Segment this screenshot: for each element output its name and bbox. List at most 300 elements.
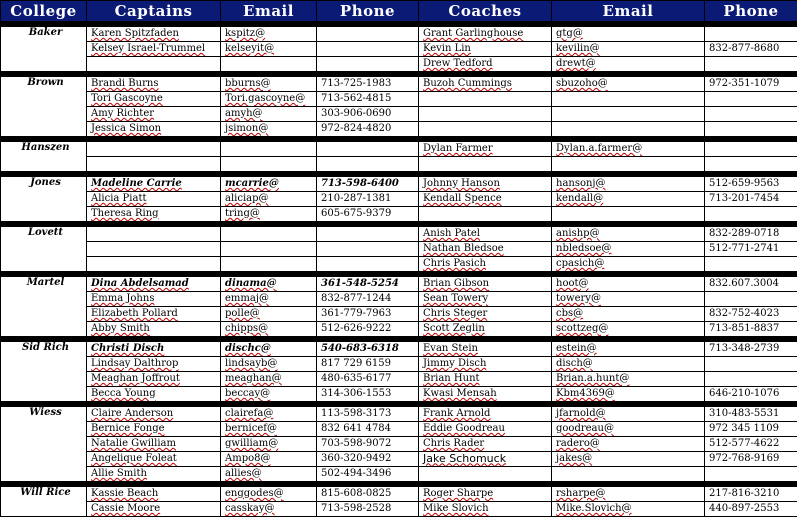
captain-email [221,157,317,172]
coach-email[interactable] [552,452,705,467]
coach-email[interactable] [552,422,705,437]
captain-email[interactable] [221,292,317,307]
coach-phone [705,502,797,517]
coach-name [419,342,552,357]
coach-name-text: Grant Garlinghouse [423,28,524,39]
coach-email[interactable] [552,27,705,42]
coach-name-text: Sean Towery [423,293,489,304]
coach-email[interactable] [552,502,705,517]
coach-email[interactable] [552,322,705,337]
captain-name-text: Allie Smith [91,468,147,479]
coach-phone-text: 217-816-3210 [709,488,780,499]
captain-phone [317,142,419,157]
captain-name-text: Alicia Piatt [91,193,147,204]
header-row [1,1,797,22]
captain-email[interactable] [221,92,317,107]
header-captains: Captains [87,1,221,22]
coach-phone [705,157,797,172]
captain-phone [317,372,419,387]
coach-email-text: scottzeg@ [556,323,609,334]
captain-name [87,107,221,122]
captain-name [87,422,221,437]
captain-phone-text: 817 729 6159 [321,358,391,369]
coach-email[interactable] [552,357,705,372]
captain-name [87,92,221,107]
coach-name-text: Brian Hunt [423,373,480,384]
captain-phone-text: 361-779-7963 [321,308,392,319]
captain-email-text: mcarrie@ [225,178,279,189]
captain-email[interactable] [221,502,317,517]
roster-body [1,22,797,517]
captain-email [221,257,317,272]
coach-email-text: Brian.a.hunt@ [556,373,630,384]
coach-email[interactable] [552,407,705,422]
coach-email-text: cbs@ [556,308,584,319]
table-row [1,387,797,402]
table-row [1,372,797,387]
captain-email[interactable] [221,407,317,422]
captain-phone-text: 832 641 4784 [321,423,391,434]
coach-phone [705,142,797,157]
captain-name [87,502,221,517]
captain-name-text: Tori Gascoyne [91,93,163,104]
captain-email-text: bernicef@ [225,423,277,434]
coach-phone-text: 832-752-4023 [709,308,780,319]
coach-name [419,57,552,72]
coach-name-text: Eddie Goodreau [423,423,505,434]
captain-name [87,292,221,307]
captain-phone-text: 540-683-6318 [321,343,399,354]
captain-phone-text: 972-824-4820 [321,123,392,134]
captain-name [87,342,221,357]
coach-phone-text: 646-210-1076 [709,388,780,399]
coach-phone [705,422,797,437]
captain-name [87,177,221,192]
captain-email[interactable] [221,122,317,137]
coach-name-text: Drew Tedford [423,58,493,69]
captain-name [87,467,221,482]
table-row [1,452,797,467]
coach-email[interactable] [552,387,705,402]
captain-phone-text: 713-562-4815 [321,93,392,104]
coach-email[interactable] [552,307,705,322]
coach-email-text: hansonj@ [556,178,606,189]
table-row [1,467,797,482]
captain-email [221,242,317,257]
coach-phone [705,27,797,42]
coach-phone [705,322,797,337]
coach-email-text: Dylan.a.farmer@ [556,143,643,154]
captain-name [87,207,221,222]
captain-name-text: Christi Disch [91,343,165,354]
coach-email[interactable] [552,292,705,307]
captain-email[interactable] [221,487,317,502]
captain-email-text: clairefa@ [225,408,274,419]
captain-email-text: jsimon@ [225,123,269,134]
captain-email-text: dinama@ [225,278,277,289]
coach-email-text: kendall@ [556,193,604,204]
header-coach-email: Email [552,1,705,22]
captain-email-text: meaghan@ [225,373,282,384]
coach-name-text: Kwasi Mensah [423,388,497,399]
table-row [1,177,797,192]
coach-email[interactable] [552,487,705,502]
coach-name-text: Frank Arnold [423,408,491,419]
table-row [1,277,797,292]
coach-email[interactable] [552,257,705,272]
captain-phone [317,27,419,42]
coach-name [419,387,552,402]
coach-name [419,242,552,257]
captain-phone-text: 210-287-1381 [321,193,392,204]
coach-email[interactable] [552,77,705,92]
coach-name [419,277,552,292]
coach-email-text: rsharpe@ [556,488,606,499]
captain-phone [317,77,419,92]
college-name: Lovett [1,227,87,272]
captain-email-text: amyh@ [225,108,263,119]
captain-email-text: lindsayb@ [225,358,278,369]
captain-email[interactable] [221,467,317,482]
captain-name [87,57,221,72]
captain-email[interactable] [221,207,317,222]
coach-phone [705,372,797,387]
coach-email[interactable] [552,372,705,387]
coach-email-text: disch@ [556,358,593,369]
captain-phone [317,107,419,122]
college-name: Hanszen [1,142,87,172]
table-row [1,92,797,107]
coach-name [419,407,552,422]
captain-name [87,452,221,467]
captain-name-text: Kassie Beach [91,488,159,499]
captain-email[interactable] [221,437,317,452]
coach-name [419,227,552,242]
table-row [1,502,797,517]
captain-email[interactable] [221,307,317,322]
captain-phone [317,322,419,337]
table-row [1,27,797,42]
coach-phone-text: 440-897-2553 [709,503,780,514]
coach-email[interactable] [552,57,705,72]
captain-name [87,387,221,402]
captain-email[interactable] [221,42,317,57]
captain-email[interactable] [221,357,317,372]
table-row [1,307,797,322]
coach-phone-text: 512-771-2741 [709,243,780,254]
captain-email-text: allies@ [225,468,262,479]
coach-phone [705,407,797,422]
captain-email[interactable] [221,277,317,292]
coach-phone [705,437,797,452]
coach-name [419,467,552,482]
coach-email [552,467,705,482]
coach-name [419,107,552,122]
captain-phone [317,292,419,307]
coach-name [419,207,552,222]
captain-phone-text: 815-608-0825 [321,488,392,499]
captain-phone-text: 360-320-9492 [321,453,392,464]
coach-name [419,92,552,107]
captain-name [87,227,221,242]
captain-phone [317,357,419,372]
coach-name [419,502,552,517]
table-row [1,437,797,452]
coach-email [552,207,705,222]
coach-name-text: Johnny Hanson [423,178,500,189]
table-row [1,322,797,337]
coach-email[interactable] [552,42,705,57]
coach-phone [705,452,797,467]
captain-email [221,142,317,157]
coach-phone [705,307,797,322]
captain-email-text: kelseyit@ [225,43,275,54]
header-college: College [1,1,87,22]
coach-phone [705,357,797,372]
captain-phone [317,192,419,207]
coach-name-text: Mike Slovich [423,503,489,514]
header-coaches: Coaches [419,1,552,22]
captain-email[interactable] [221,27,317,42]
captain-name-text: Meaghan Joffrout [91,373,180,384]
captain-email-text: Ampo8@ [225,453,271,464]
captain-email-text: Tori.gascoyne@ [225,93,306,104]
coach-phone-text: 832-289-0718 [709,228,780,239]
captain-name [87,257,221,272]
coach-email[interactable] [552,177,705,192]
captain-email-text: kspitz@ [225,28,266,39]
coach-name [419,42,552,57]
captain-name-text: Natalie Gwilliam [91,438,176,449]
table-row [1,357,797,372]
captain-name [87,77,221,92]
coach-phone [705,77,797,92]
coach-email[interactable] [552,342,705,357]
coach-phone [705,342,797,357]
captain-name [87,322,221,337]
captain-email[interactable] [221,387,317,402]
captain-name [87,307,221,322]
captain-email [221,57,317,72]
coach-email[interactable] [552,277,705,292]
captain-email-text: emmaj@ [225,293,269,304]
captain-phone-text: 303-906-0690 [321,108,392,119]
captain-email-text: tring@ [225,208,260,219]
coach-email-text: jfarnold@ [556,408,606,419]
table-row [1,122,797,137]
captain-phone [317,157,419,172]
captain-phone-text: 703-598-9072 [321,438,392,449]
captain-name [87,122,221,137]
coach-name [419,422,552,437]
coach-phone [705,107,797,122]
captain-phone [317,277,419,292]
header-coach-phone: Phone [705,1,797,22]
captain-name [87,242,221,257]
coach-email-text: nbledsoe@ [556,243,612,254]
captain-name-text: Becca Young [91,388,156,399]
college-name: Brown [1,77,87,137]
captain-email[interactable] [221,342,317,357]
captain-phone [317,452,419,467]
coach-name-text: Chris Rader [423,438,485,449]
captain-email[interactable] [221,177,317,192]
coach-name [419,307,552,322]
coach-email[interactable] [552,437,705,452]
coach-email [552,122,705,137]
coach-email-text: goodreau@ [556,423,614,434]
coach-phone [705,487,797,502]
coach-email-text: estein@ [556,343,597,354]
coach-email[interactable] [552,142,705,157]
captain-email-text: polle@ [225,308,260,319]
captain-name-text: Theresa Ring [91,208,159,219]
coach-phone [705,122,797,137]
captain-phone-text: 512-626-9222 [321,323,392,334]
coach-phone-text: 972-351-1079 [709,78,780,89]
table-row [1,292,797,307]
coach-phone-text: 713-201-7454 [709,193,780,204]
coach-name [419,437,552,452]
college-name: Martel [1,277,87,337]
coach-phone-text: 713-348-2739 [709,343,780,354]
captain-phone-text: 713-598-6400 [321,178,399,189]
college-name: Sid Rich [1,342,87,402]
header-captain-email: Email [221,1,317,22]
captain-phone [317,502,419,517]
captain-phone-text: 713-598-2528 [321,503,392,514]
coach-phone [705,42,797,57]
captain-phone [317,177,419,192]
coach-name-text: Evan Stein [423,343,478,354]
captain-phone-text: 314-306-1553 [321,388,392,399]
coach-name-text: Buzoh Cummings [423,78,512,89]
captain-email[interactable] [221,452,317,467]
college-name: Baker [1,27,87,72]
coach-name-text: Kevin Lin [423,43,471,54]
coach-email[interactable] [552,192,705,207]
coach-name [419,357,552,372]
table-row [1,192,797,207]
captain-email [221,227,317,242]
captain-email[interactable] [221,322,317,337]
coach-email-text: Kbm4369@ [556,388,615,399]
college-name: Will Rice [1,487,87,517]
captain-name [87,192,221,207]
coach-phone [705,387,797,402]
coach-name [419,177,552,192]
table-row [1,242,797,257]
coach-phone [705,192,797,207]
captain-name-text: Brandi Burns [91,78,159,89]
coach-phone-text: 972 345 1109 [709,423,779,434]
coach-email-text: radero@ [556,438,600,449]
coach-name [419,122,552,137]
coach-email[interactable] [552,227,705,242]
coach-phone [705,92,797,107]
captain-phone [317,407,419,422]
captain-name-text: Kelsey Israel-Trummel [91,43,206,54]
captain-name-text: Cassie Moore [91,503,161,514]
coach-name-text: Roger Sharpe [423,488,494,499]
coach-email-text: kevilin@ [556,43,600,54]
captain-phone-text: 480-635-6177 [321,373,392,384]
coach-name-text: Chris Steger [423,308,488,319]
coach-name-text: Chris Pasich [423,258,486,269]
coach-email-text: hoot@ [556,278,589,289]
captain-phone [317,387,419,402]
captain-phone [317,57,419,72]
coach-phone [705,207,797,222]
captain-phone [317,422,419,437]
captain-email[interactable] [221,422,317,437]
captain-name [87,437,221,452]
coach-email-text: gtg@ [556,28,583,39]
coach-name-text: Dylan Farmer [423,143,493,154]
captain-name [87,357,221,372]
coach-phone [705,467,797,482]
coach-name [419,27,552,42]
coach-name [419,192,552,207]
coach-phone [705,257,797,272]
captain-phone-text: 713-725-1983 [321,78,392,89]
captain-name [87,407,221,422]
captain-email[interactable] [221,192,317,207]
coach-phone [705,227,797,242]
coach-email-text: Mike.Slovich@ [556,503,632,514]
captain-phone [317,342,419,357]
coach-name [419,452,552,467]
captain-phone [317,207,419,222]
captain-phone-text: 361-548-5254 [321,278,399,289]
captain-phone [317,487,419,502]
captain-name [87,42,221,57]
captain-phone [317,122,419,137]
coach-email-text: sbuzoho@ [556,78,608,89]
captain-name-text: Madeline Carrie [91,178,182,189]
coach-name [419,157,552,172]
coach-email [552,157,705,172]
captain-email-text: bburns@ [225,78,271,89]
captain-phone-text: 832-877-1244 [321,293,392,304]
coach-email-text: towery@ [556,293,601,304]
captain-phone-text: 605-675-9379 [321,208,392,219]
coach-phone-text: 512-659-9563 [709,178,780,189]
captain-name-text: Jessica Simon [91,123,162,134]
coach-phone-text: 512-577-4622 [709,438,780,449]
captain-name-text: Amy Richter [91,108,155,119]
table-row [1,257,797,272]
captain-name-text: Bernice Fonge [91,423,165,434]
captain-phone [317,307,419,322]
table-row [1,77,797,92]
captain-name-text: Claire Anderson [91,408,174,419]
college-name: Wiess [1,407,87,482]
captain-email[interactable] [221,107,317,122]
coach-name-text: Brian Gibson [423,278,490,289]
captain-phone [317,227,419,242]
captain-name-text: Lindsay Dalthrop [91,358,179,369]
coach-phone [705,277,797,292]
captain-phone [317,467,419,482]
coach-email[interactable] [552,242,705,257]
captain-email[interactable] [221,372,317,387]
table-row [1,107,797,122]
coach-name-text: Jake Schomuck [423,451,507,465]
captain-phone [317,92,419,107]
captain-name [87,487,221,502]
captain-email[interactable] [221,77,317,92]
